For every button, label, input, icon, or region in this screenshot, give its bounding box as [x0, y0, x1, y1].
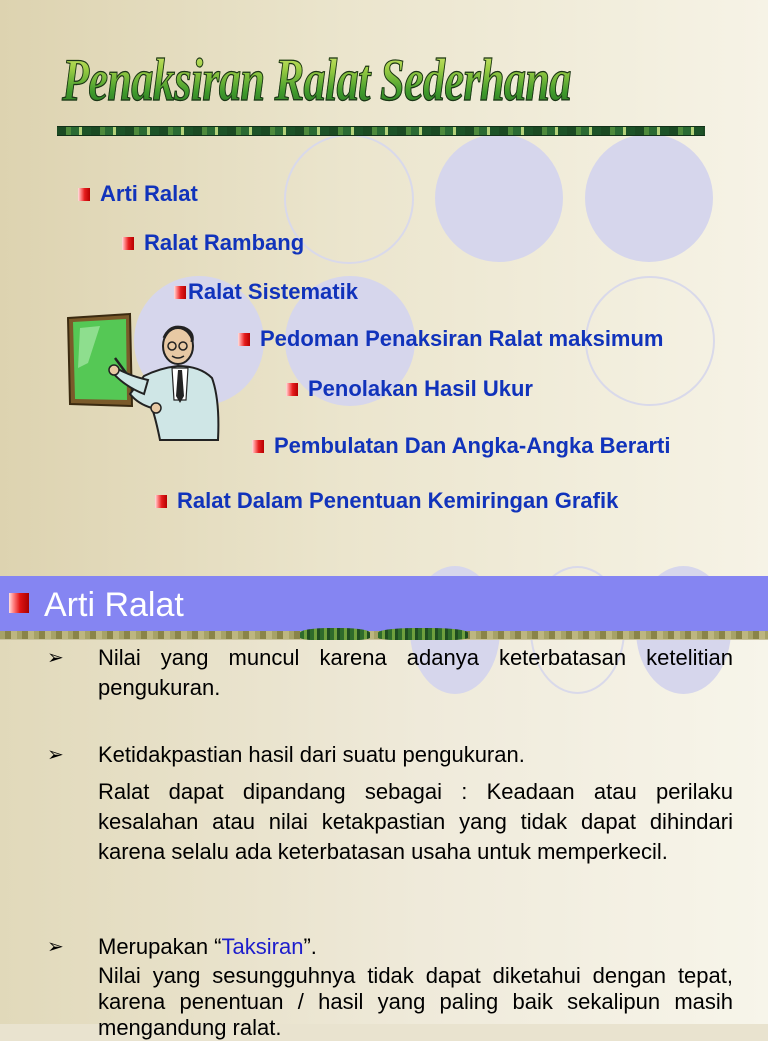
menu-item-label: Ralat Dalam Penentuan Kemiringan Grafik: [177, 488, 619, 513]
menu-item-label: Penolakan Hasil Ukur: [308, 376, 533, 401]
title-underline-bar: [57, 126, 705, 136]
menu-item-label: Ralat Rambang: [144, 230, 305, 255]
header-decor-tree: [300, 628, 370, 640]
arrowhead-bullet-icon: ➢: [47, 936, 64, 958]
menu-item-penolakan-hasil-ukur[interactable]: [286, 376, 533, 402]
decor-circle: [585, 134, 713, 262]
menu-item-ralat-kemiringan-grafik[interactable]: [155, 488, 618, 514]
header-decor-tree: [378, 628, 468, 640]
teacher-at-board-clipart: [60, 308, 225, 448]
slide-title: Penaksiran Ralat Sederhana: [62, 40, 571, 120]
taksiran-highlight: Taksiran: [221, 934, 304, 959]
point-text: Ketidakpastian hasil dari suatu pengukuran.: [98, 742, 525, 767]
arrowhead-bullet-icon: ➢: [47, 647, 64, 669]
point-text: Nilai yang muncul karena adanya keterbatasan ketelitian pengukuran.: [98, 645, 733, 700]
menu-item-label: Pedoman Penaksiran Ralat maksimum: [260, 326, 664, 351]
slide-heading: Arti Ralat: [44, 586, 184, 624]
point-prefix: Merupakan “: [98, 934, 222, 959]
menu-item-label: Ralat Sistematik: [188, 279, 358, 304]
point-suffix: ”.: [303, 934, 317, 959]
menu-item-label: Pembulatan Dan Angka-Angka Berarti: [274, 433, 671, 458]
red-square-bullet-icon: [238, 333, 250, 346]
point-text: [98, 932, 733, 962]
slide-arti-ralat: [0, 576, 768, 1040]
menu-item-ralat-sistematik[interactable]: [174, 279, 358, 305]
point-extra-text: Ralat dapat dipandang sebagai : Keadaan atau perilaku kesalahan atau nilai ketakpastian yang tidak dapat dihindari karena selalu ada keterbatasan usaha untuk memperkecil.: [98, 779, 733, 864]
red-square-bullet-icon: [155, 495, 167, 508]
point-extra-text: Nilai yang sesungguhnya tidak dapat diketahui dengan tepat, karena penentuan / hasil yang paling baik sekalipun masih mengandung ralat.: [98, 963, 733, 1040]
red-square-bullet-icon: [252, 440, 264, 453]
menu-item-ralat-rambang[interactable]: [122, 230, 304, 256]
red-square-bullet-icon: [286, 383, 298, 396]
decor-circle: [435, 134, 563, 262]
menu-item-pedoman-penaksiran[interactable]: [238, 326, 664, 352]
menu-item-pembulatan[interactable]: [252, 433, 671, 459]
menu-item-label: Arti Ralat: [100, 181, 198, 206]
menu-item-arti-ralat[interactable]: [78, 181, 198, 207]
red-square-bullet-icon: [174, 286, 186, 299]
arrowhead-bullet-icon: ➢: [47, 744, 64, 766]
red-square-bullet-icon: [9, 593, 29, 613]
red-square-bullet-icon: [122, 237, 134, 250]
red-square-bullet-icon: [78, 188, 90, 201]
